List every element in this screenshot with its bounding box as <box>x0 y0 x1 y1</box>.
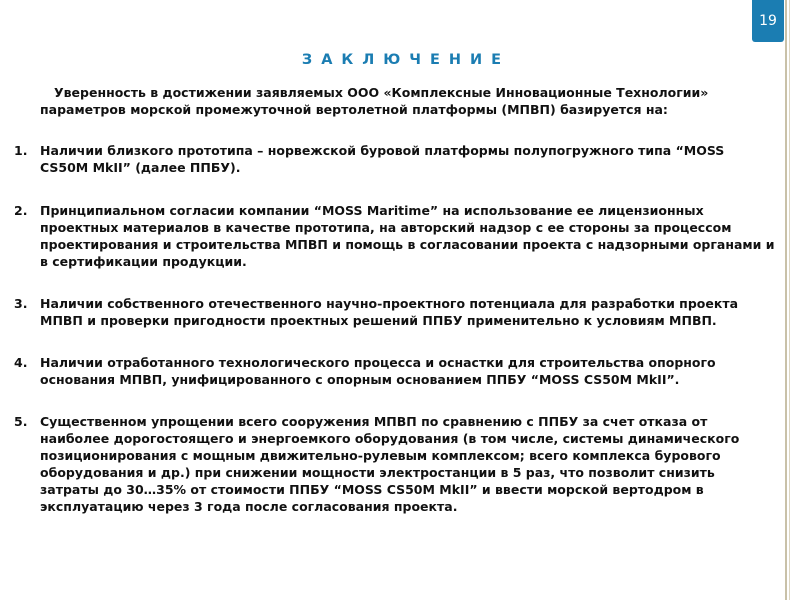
list-item-number: 3. <box>14 296 28 311</box>
list-item-4 <box>14 354 776 388</box>
page-number-badge: 19 <box>752 0 784 42</box>
right-frame-line-thin <box>789 0 790 600</box>
slide-title: ЗАКЛЮЧЕНИЕ <box>301 52 511 68</box>
list-item-number: 5. <box>14 414 28 429</box>
list-item-1 <box>14 142 776 176</box>
list-item-3 <box>14 295 776 329</box>
list-item-5 <box>14 413 776 515</box>
list-item-2 <box>14 202 776 270</box>
list-item-text: Наличии собственного отечественного научно-проектного потенциала для разработки проекта МПВП и проверки пригодности проектных решений ППБУ применительно к условиям МПВП. <box>40 296 738 328</box>
list-item-number: 2. <box>14 203 28 218</box>
list-item-text: Существенном упрощении всего сооружения МПВП по сравнению с ППБУ за счет отказа от наиболее дорогостоящего и энергоемкого оборудования (в том числе, системы динамического позиционирования с мощным движительно-рулевым комплексом; всего комплекса бурового оборудования и др.) при снижении мощности электростанции в 5 раз, что позволит снизить затраты до 30…35% от стоимости ППБУ “MOSS CS50M MkII” и ввести морской вертодром в эксплуатацию через 3 года после согласования проекта. <box>40 414 740 514</box>
list-item-number: 4. <box>14 355 28 370</box>
list-item-text: Наличии близкого прототипа – норвежской буровой платформы полупогружного типа “MOSS CS50M MkII” (далее ППБУ). <box>40 143 725 175</box>
list-item-text: Наличии отработанного технологического процесса и оснастки для строительства опорного основания МПВП, унифицированного с опорным основанием ППБУ “MOSS CS50M MkII”. <box>40 355 716 387</box>
slide-content <box>14 84 776 515</box>
list-item-number: 1. <box>14 143 28 158</box>
intro-paragraph: Уверенность в достижении заявляемых ООО «Комплексные Инновационные Технологии» параметров морской промежуточной вертолетной платформы (МПВП) базируется на: <box>40 85 709 117</box>
list-item-text: Принципиальном согласии компании “MOSS Maritime” на использование ее лицензионных проектных материалов в качестве прототипа, на авторский надзор с ее стороны за процессом проектирования и строительства МПВП и помощь в согласовании проекта с надзорными органами и в сертификации продукции. <box>40 203 775 269</box>
right-frame-line <box>785 0 787 600</box>
